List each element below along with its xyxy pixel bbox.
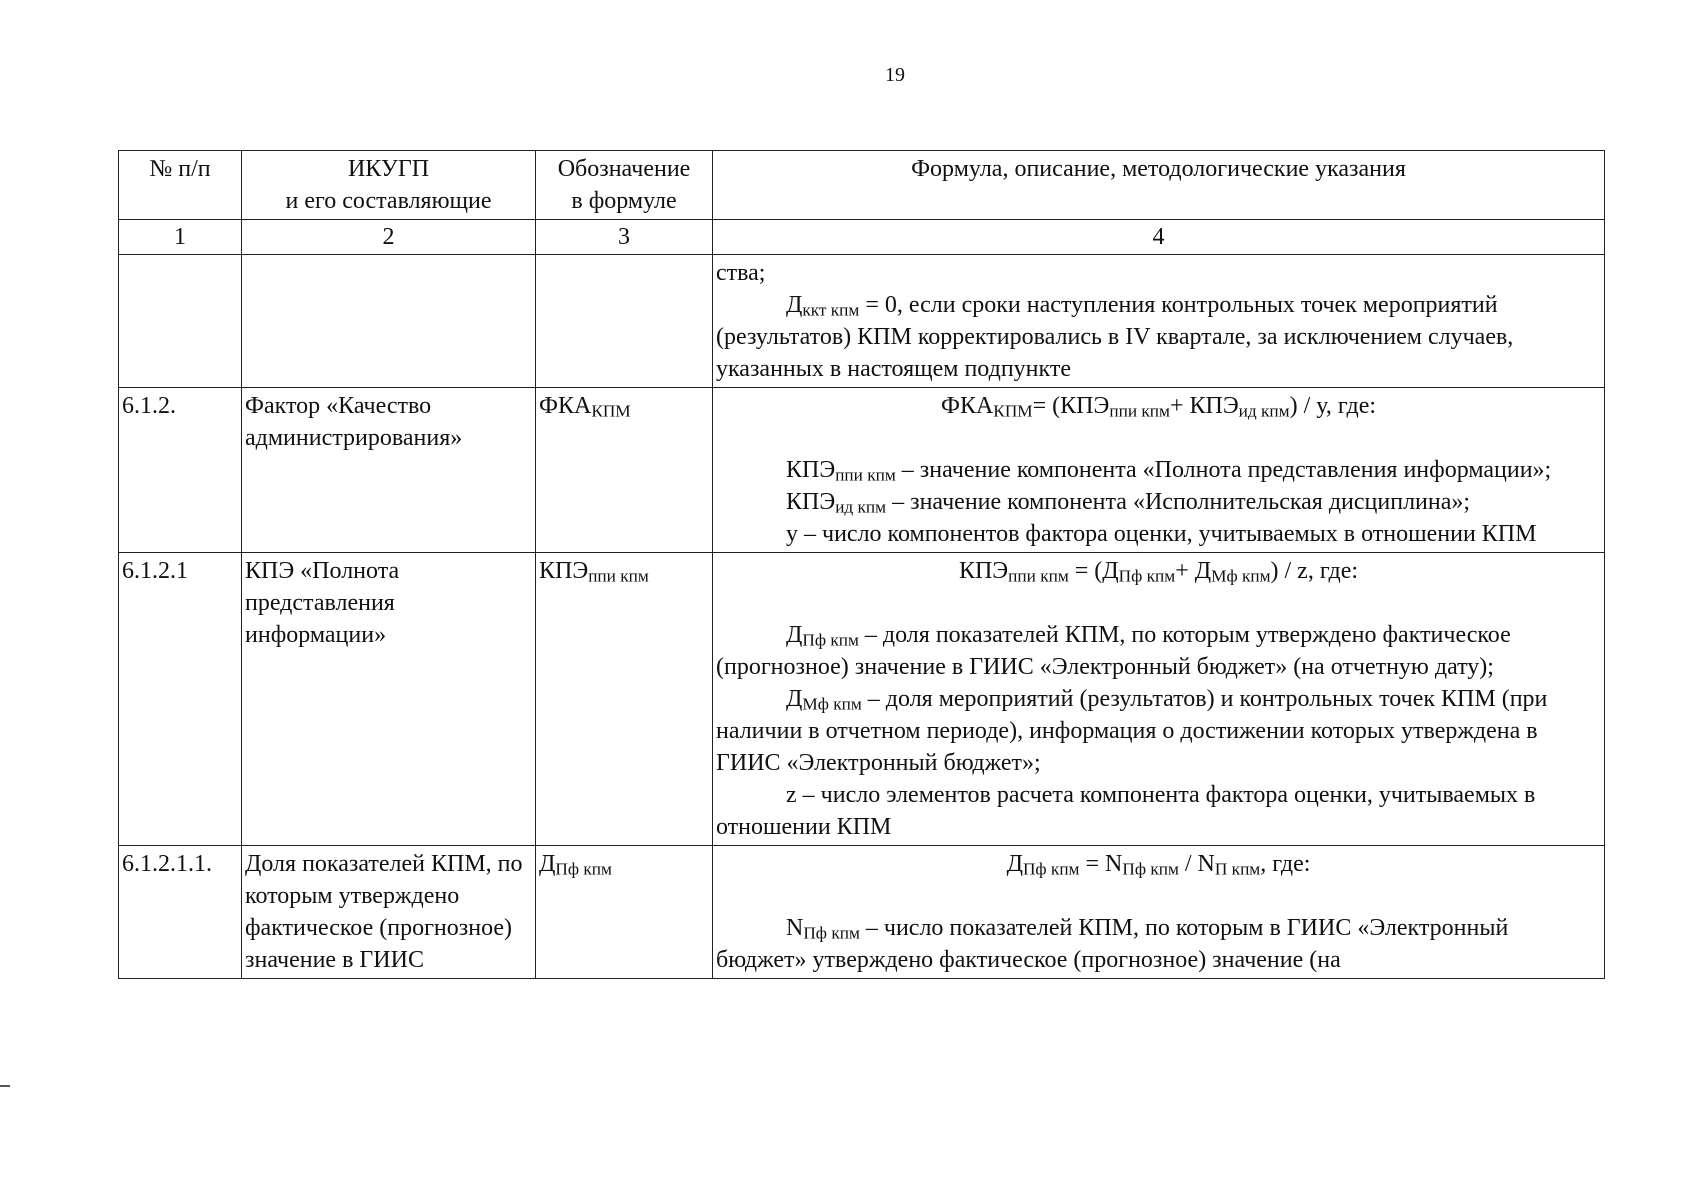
column-number-row (119, 220, 1605, 255)
formula: $ФКА_{КПМ}= (КПЭ_{ппи кпм}+ КПЭ_{ид кпм}) / у$, где: (940, 393, 1377, 421)
description-text: z – число элементов расчета компонента фактора оценки, учитываемых в отношении КПМ (716, 782, 1536, 840)
designation: $Д_{Пф кпм}$ (536, 846, 713, 979)
table-row (119, 846, 1605, 979)
formula-cell (713, 255, 1605, 388)
formula: $Д_{Пф кпм} = N_{Пф кпм} / N_{П кпм}$, где: (1006, 851, 1311, 879)
header-number: № п/п (119, 151, 242, 220)
indicator-name: Доля показателей КПМ, по которым утверждено фактическое (прогнозное) значение в ГИИС (242, 846, 536, 979)
row-number: 6.1.2.1.1. (119, 846, 242, 979)
description-text: $КПЭ_{ппи кпм}$ – значение компонента «Полнота представления информации»; (786, 457, 1552, 485)
description-text: $Д_{ккт кпм} = 0$, если сроки наступления контрольных точек мероприятий (результатов) КПМ корректировались в IV квартале, за исключением случаев, указанных в настоящем подпункте (716, 292, 1514, 382)
page-number: 19 (885, 64, 905, 86)
header-indicator: ИКУГП и его составляющие (242, 151, 536, 220)
column-number: 1 (119, 220, 242, 255)
description-text: ства; (716, 260, 766, 286)
description-text: $Д_{Пф кпм}$ – доля показателей КПМ, по которым утверждено фактическое (прогнозное) значение в ГИИС «Электронный бюджет» (на отчетную дату); (716, 622, 1511, 680)
designation: $ФКА_{КПМ}$ (536, 388, 713, 553)
row-number: 6.1.2. (119, 388, 242, 553)
designation: $КПЭ_{ппи кпм}$ (536, 553, 713, 846)
methodology-table (118, 150, 1605, 979)
table-row (119, 553, 1605, 846)
formula-cell (713, 846, 1605, 979)
scan-mark (0, 1085, 10, 1087)
indicator-name: Фактор «Качество администрирования» (242, 388, 536, 553)
header-designation: Обозначение в формуле (536, 151, 713, 220)
header-row (119, 151, 1605, 220)
column-number: 2 (242, 220, 536, 255)
indicator-name: КПЭ «Полнота представления информации» (242, 553, 536, 846)
description-text: $КПЭ_{ид кпм}$ – значение компонента «Исполнительская дисциплина»; (786, 489, 1471, 517)
column-number: 3 (536, 220, 713, 255)
description-text: у – число компонентов фактора оценки, учитываемых в отношении КПМ (786, 521, 1537, 547)
description-text: $N_{Пф кпм}$ – число показателей КПМ, по которым в ГИИС «Электронный бюджет» утверждено фактическое (прогнозное) значение (на (716, 915, 1509, 973)
table-row (119, 255, 1605, 388)
description-text: $Д_{Мф кпм}$ – доля мероприятий (результатов) и контрольных точек КПМ (при наличии в отчетном периоде), информация о достижении которых утверждена в ГИИС «Электронный бюджет»; (716, 686, 1548, 776)
table-row (119, 388, 1605, 553)
formula: $КПЭ_{ппи кпм} = (Д_{Пф кпм}+ Д_{Мф кпм}) / z$, где: (958, 558, 1359, 586)
row-number: 6.1.2.1 (119, 553, 242, 846)
formula-cell (713, 553, 1605, 846)
formula-cell (713, 388, 1605, 553)
column-number: 4 (713, 220, 1605, 255)
header-formula: Формула, описание, методологические указания (713, 151, 1605, 220)
